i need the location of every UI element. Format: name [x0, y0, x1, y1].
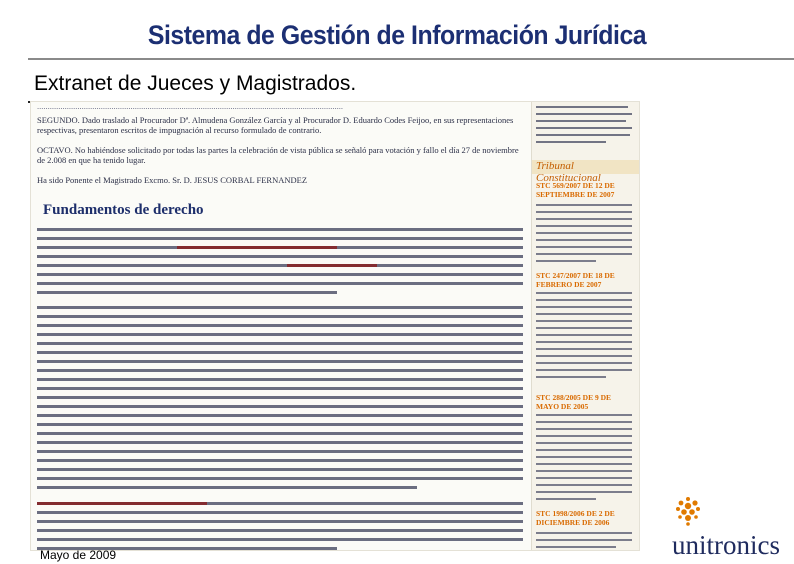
doc-paragraph-octavo: OCTAVO. No habiéndose solicitado por todas las partes la celebración de vista pública se señaló para votación y fallo el día 27 de noviembre de 2.008 en que ha tenido lugar.	[37, 146, 521, 165]
sidebar-entry-1-text	[536, 202, 636, 268]
slide-footer-date: Mayo de 2009	[40, 548, 117, 562]
slide-subtitle: Extranet de Jueces y Magistrados.	[34, 72, 357, 95]
sidebar-entry-4[interactable]: STC 1998/2006 DE 2 DE DICIEMBRE DE 2006	[536, 509, 615, 527]
sidebar-top-text	[536, 104, 636, 154]
doc-illegible-text	[37, 224, 525, 550]
sidebar-entry-2[interactable]: STC 247/2007 DE 18 DE FEBRERO DE 2007	[536, 271, 615, 289]
document-body	[31, 102, 531, 550]
sidebar-entry-3[interactable]: STC 288/2005 DE 9 DE MAYO DE 2005	[536, 393, 612, 411]
related-docs-sidebar	[531, 102, 640, 550]
sidebar-section-label: Tribunal Constitucional	[536, 160, 601, 184]
sidebar-entry-4-text	[536, 530, 636, 550]
slide-title: Sistema de Gestión de Información Jurídica	[147, 20, 647, 50]
doc-paragraph-ponente: Ha sido Ponente el Magistrado Excmo. Sr. D. JESUS CORBAL FERNANDEZ	[37, 176, 308, 185]
doc-section-heading: Fundamentos de derecho	[43, 202, 204, 218]
doc-clipped-line: ................................................................................................................................................	[37, 102, 343, 111]
sidebar-entry-2-text	[536, 290, 636, 390]
sidebar-entry-1[interactable]: STC 569/2007 DE 12 DE SEPTIEMBRE DE 2007	[536, 181, 615, 199]
unitronics-logo-text: unitronics	[672, 530, 780, 560]
document-screenshot	[30, 101, 640, 551]
title-divider	[28, 58, 794, 60]
doc-paragraph-segundo: SEGUNDO. Dado traslado al Procurador Dª. Almudena González García y al Procurador D. Eduardo Codes Feijoo, en sus representaciones respectivas, presentaron escritos de impugnación al recurso formulado de contrario.	[37, 116, 516, 135]
sidebar-entry-3-text	[536, 412, 636, 512]
